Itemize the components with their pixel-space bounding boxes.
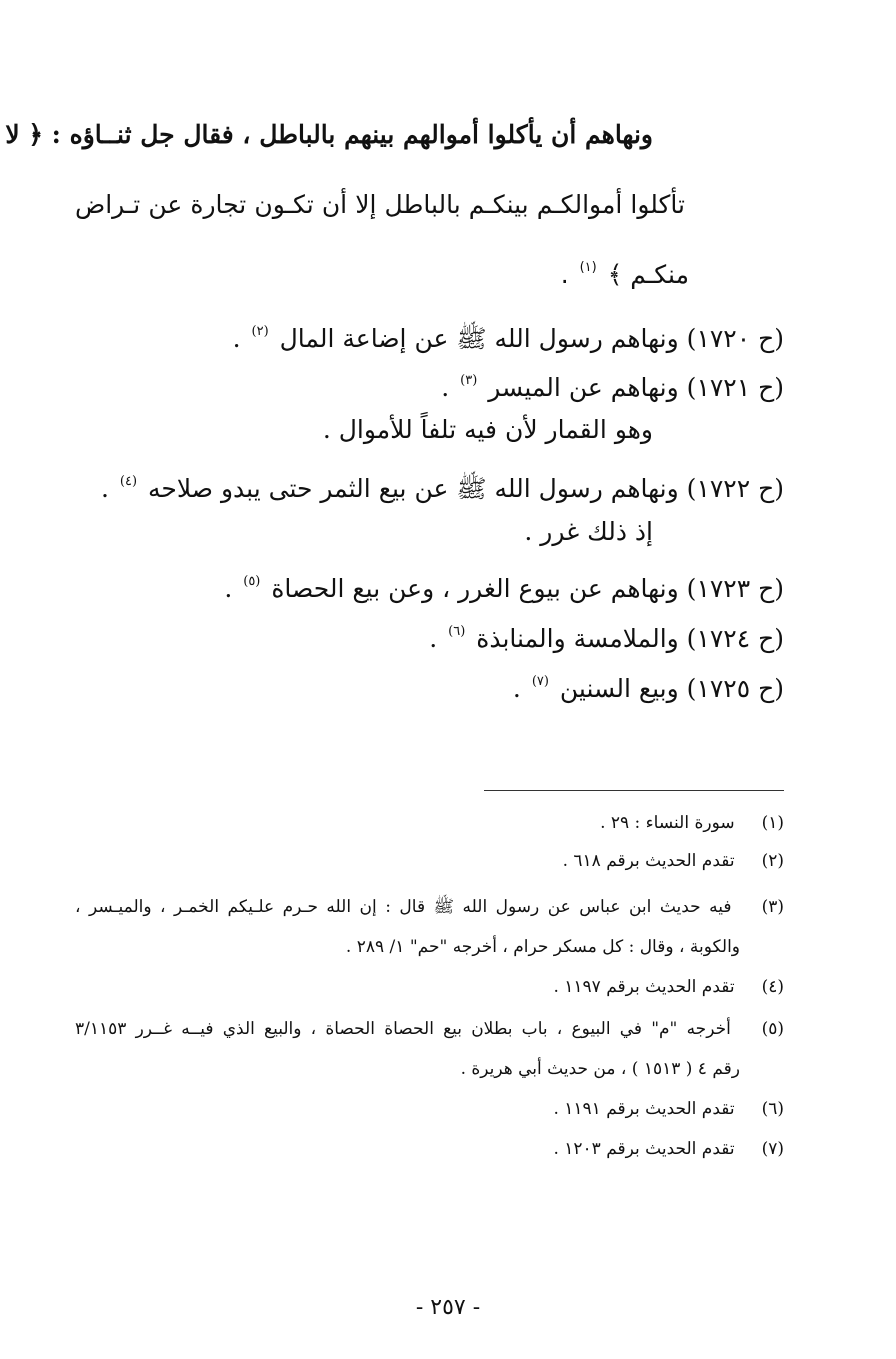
footnote-separator (484, 790, 784, 791)
quran-verse-text: تأكلوا أموالكـم بينكـم بالباطل إلا أن تكـون تجارة عن تـراض (75, 190, 685, 219)
hadith-1725 (164, 662, 784, 702)
footnote-number: (٢) (761, 851, 784, 871)
footnote-4 (84, 972, 784, 1002)
footnote-1 (84, 808, 784, 838)
footnote-ref-1[interactable]: (١) (579, 260, 597, 275)
footnote-number: (١) (761, 813, 784, 833)
footnote-ref-7[interactable]: (٧) (531, 674, 549, 689)
hadith-ref: (ح ١٧٢٢) (686, 474, 784, 503)
hadith-text: ونهاهم رسول الله ﷺ عن إضاعة المال (279, 324, 679, 353)
hadith-1724 (164, 612, 784, 652)
intro-line-3-period: . (560, 260, 569, 289)
hadith-1721 (164, 361, 784, 401)
footnote-ref-4[interactable]: (٤) (119, 474, 138, 489)
hadith-period: . (232, 324, 241, 353)
hadith-period: . (224, 574, 233, 603)
hadith-text: ونهاهم رسول الله ﷺ عن بيع الثمر حتى يبدو صلاحه (148, 474, 679, 503)
footnote-6 (84, 1094, 784, 1124)
footnote-text: تقدم الحديث برقم ٦١٨ . (562, 851, 735, 871)
footnote-7 (84, 1134, 784, 1164)
hadith-ref: (ح ١٧٢٥) (686, 674, 784, 703)
footnote-text: أخرجه "م" في البيوع ، باب بطلان بيع الحصاة الحصاة ، والبيع الذي فيــه غــرر ٣/١١٥٣ (75, 1019, 731, 1039)
footnote-number: (٥) (761, 1019, 784, 1039)
footnote-number: (٣) (761, 897, 785, 917)
footnote-ref-5[interactable]: (٥) (243, 574, 261, 589)
quran-verse-end-line (289, 248, 689, 288)
footnote-5-line-2 (90, 1054, 740, 1084)
hadith-period: . (512, 674, 521, 703)
footnote-number: (٦) (761, 1099, 784, 1119)
hadith-1722 (101, 462, 784, 503)
footnote-number: (٧) (761, 1139, 784, 1159)
page-number: - ٢٥٧ - (415, 1295, 481, 1320)
footnote-text: تقدم الحديث برقم ١١٩١ . (553, 1099, 735, 1119)
footnote-3-line-2 (90, 932, 740, 962)
hadith-text: والملامسة والمنابذة (476, 624, 679, 653)
footnote-text: سورة النساء : ٢٩ . (600, 813, 735, 833)
footnote-ref-2[interactable]: (٢) (251, 324, 269, 339)
hadith-text: ونهاهم عن الميسر (488, 373, 679, 402)
footnote-5-line-1 (75, 1014, 784, 1044)
intro-line-1 (5, 115, 653, 155)
explanation-text: وهو القمار لأن فيه تلفاً للأموال . (322, 415, 653, 444)
hadith-ref: (ح ١٧٢١) (686, 373, 784, 402)
footnote-text: تقدم الحديث برقم ١٢٠٣ . (553, 1139, 735, 1159)
footnote-text: والكوبة ، وقال : كل مسكر حرام ، أخرجه "حم" ١/ ٢٨٩ . (345, 937, 740, 957)
hadith-1721-explanation (153, 410, 653, 450)
hadith-1722-explanation (253, 512, 653, 552)
footnote-2 (84, 846, 784, 876)
quran-verse-line (75, 185, 685, 225)
hadith-text: وبيع السنين (559, 674, 679, 703)
hadith-period: . (441, 373, 450, 402)
quran-verse-end-text: منكـم ﴾ (607, 260, 689, 289)
footnote-number: (٤) (761, 977, 784, 997)
hadith-ref: (ح ١٧٢٣) (686, 574, 784, 603)
hadith-1720 (164, 312, 784, 352)
hadith-ref: (ح ١٧٢٠) (686, 324, 784, 353)
footnote-ref-6[interactable]: (٦) (448, 624, 466, 639)
footnote-text: تقدم الحديث برقم ١١٩٧ . (553, 977, 735, 997)
hadith-ref: (ح ١٧٢٤) (686, 624, 784, 653)
footnote-text: رقم ٤ ( ١٥١٣ ) ، من حديث أبي هريرة . (460, 1059, 740, 1079)
hadith-period: . (101, 474, 109, 503)
footnote-ref-3[interactable]: (٣) (460, 373, 478, 388)
hadith-text: ونهاهم عن بيوع الغرر ، وعن بيع الحصاة (271, 574, 679, 603)
intro-line-1-text: ونهاهم أن يأكلوا أموالهم بينهم بالباطل ، فقال جل ثنــاؤه : ﴿ لا (5, 120, 653, 149)
footnote-text: فيه حديث ابن عباس عن رسول الله ﷺ قال : إن الله حـرم علـيكم الخمـر ، والميـسر ، (75, 897, 732, 917)
hadith-period: . (429, 624, 438, 653)
footnote-3-line-1 (75, 892, 784, 922)
explanation-text: إذ ذلك غرر . (524, 517, 653, 546)
hadith-1723 (124, 562, 784, 602)
